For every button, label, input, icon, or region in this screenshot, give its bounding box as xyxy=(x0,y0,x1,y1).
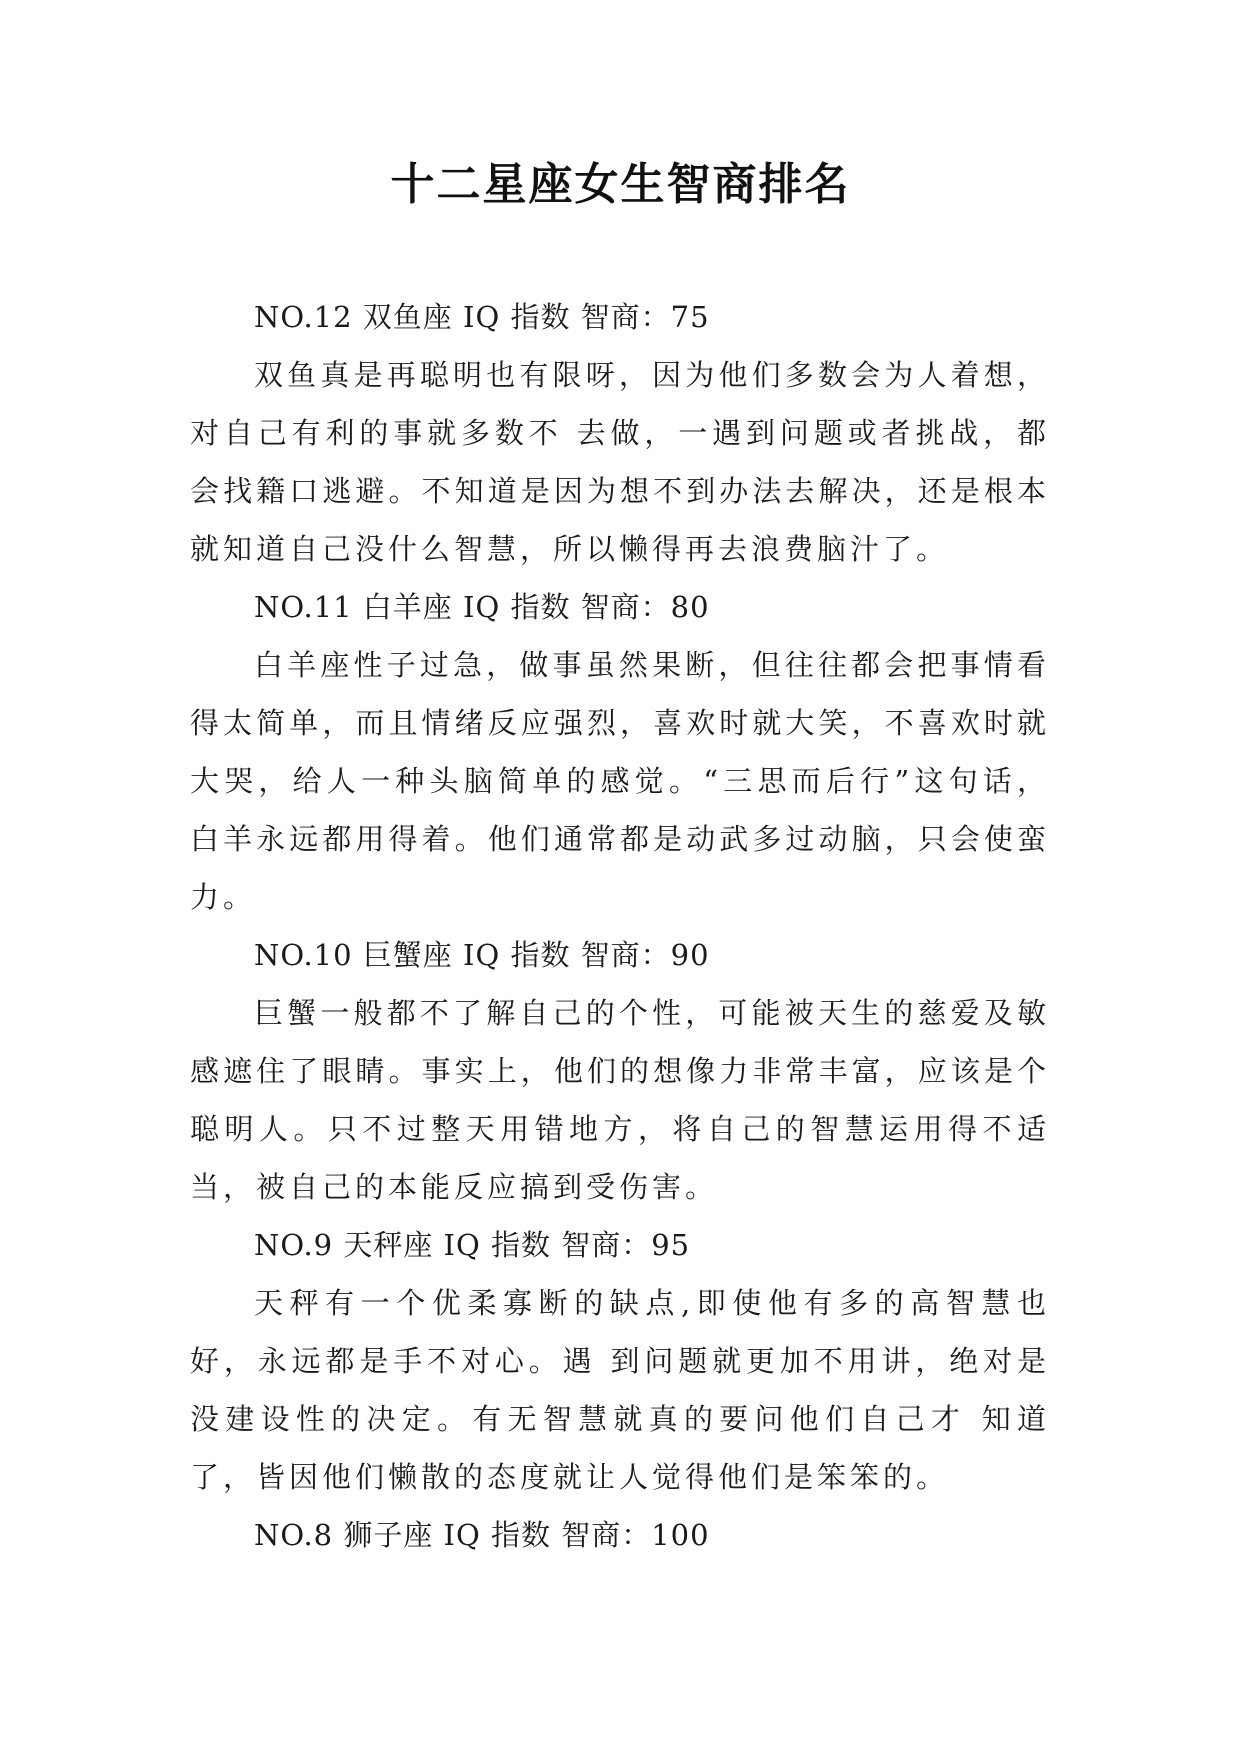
document-title: 十二星座女生智商排名 xyxy=(390,159,851,210)
section-paragraph: 白羊座性子过急，做事虽然果断，但往往都会把事情看得太简单，而且情绪反应强烈，喜欢时就大笑，不喜欢时就大哭，给人一种头脑简单的感觉。“三思而后行”这句话，白羊永远都用得着。他们通常都是动武多过动脑，只会使蛮力。 xyxy=(190,648,1050,914)
section-heading: NO.9 天秤座 IQ 指数 智商：95 xyxy=(254,1228,691,1262)
section-paragraph: 天秤有一个优柔寡断的缺点,即使他有多的高智慧也好，永远都是手不对心。遇 到问题就更加不用讲，绝对是没建设性的决定。有无智慧就真的要问他们自己才 知道了，皆因他们懒散的态度就让人觉得他们是笨笨的。 xyxy=(190,1286,1050,1494)
section-libra xyxy=(190,1216,1050,1506)
section-pisces xyxy=(190,288,1050,578)
section-aries xyxy=(190,578,1050,926)
section-heading: NO.12 双鱼座 IQ 指数 智商：75 xyxy=(254,300,710,334)
section-cancer xyxy=(190,926,1050,1216)
section-heading: NO.10 巨蟹座 IQ 指数 智商：90 xyxy=(254,938,710,972)
document-body xyxy=(190,288,1050,1564)
section-heading-leo: NO.8 狮子座 IQ 指数 智商：100 xyxy=(254,1518,710,1552)
section-paragraph: 巨蟹一般都不了解自己的个性，可能被天生的慈爱及敏感遮住了眼睛。事实上，他们的想像力非常丰富，应该是个聪明人。只不过整天用错地方，将自己的智慧运用得不适当，被自己的本能反应搞到受伤害。 xyxy=(190,996,1050,1204)
section-heading: NO.11 白羊座 IQ 指数 智商：80 xyxy=(254,590,710,624)
section-paragraph: 双鱼真是再聪明也有限呀，因为他们多数会为人着想，对自己有利的事就多数不 去做，一遇到问题或者挑战，都会找籍口逃避。不知道是因为想不到办法去解决，还是根本就知道自己没什么智慧，所以懒得再去浪费脑汁了。 xyxy=(190,358,1050,566)
